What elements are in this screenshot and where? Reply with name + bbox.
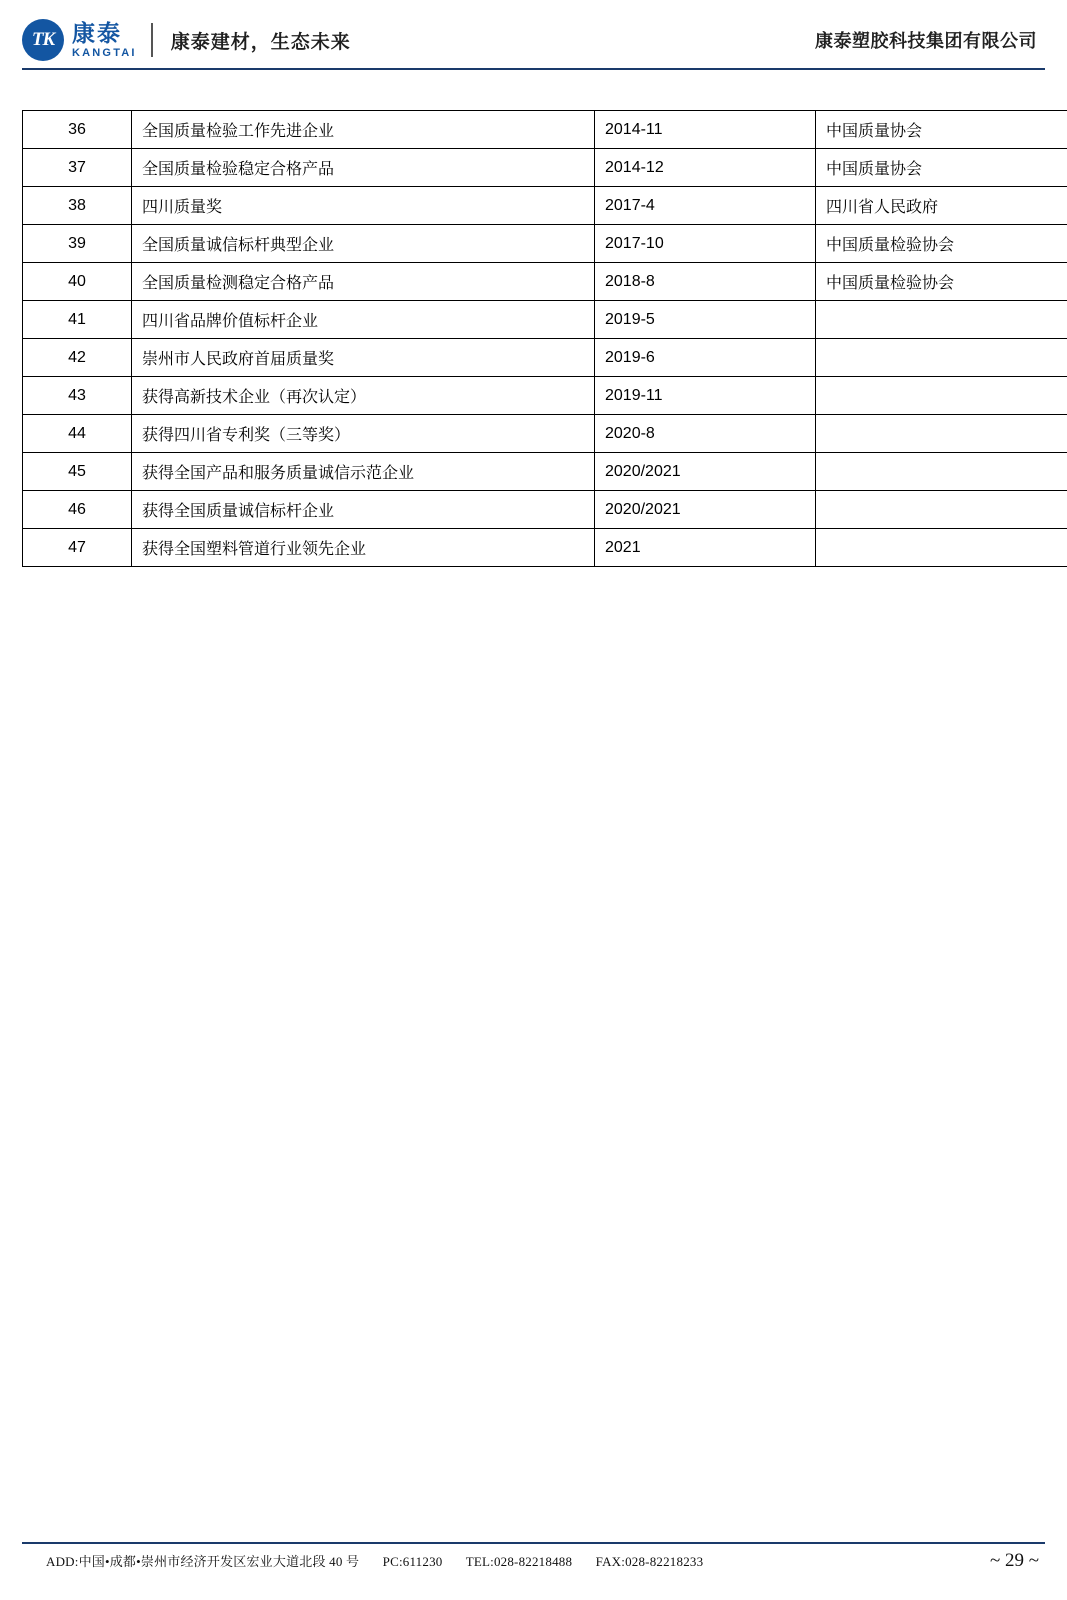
table-row <box>23 415 1067 453</box>
cell-name: 全国质量检测稳定合格产品 <box>132 263 595 301</box>
cell-date: 2019-5 <box>595 301 816 339</box>
header-divider <box>151 23 153 57</box>
cell-no: 44 <box>23 415 132 453</box>
cell-no: 38 <box>23 187 132 225</box>
cell-issuer <box>816 415 1067 453</box>
cell-no: 39 <box>23 225 132 263</box>
cell-issuer: 四川省人民政府 <box>816 187 1067 225</box>
page-header <box>0 0 1067 80</box>
cell-issuer <box>816 339 1067 377</box>
brand-logo-text <box>72 19 137 59</box>
brand-name-cn: 康泰 <box>72 19 122 46</box>
cell-no: 36 <box>23 111 132 149</box>
cell-no: 46 <box>23 491 132 529</box>
cell-name: 全国质量检验工作先进企业 <box>132 111 595 149</box>
cell-no: 45 <box>23 453 132 491</box>
cell-name: 获得全国产品和服务质量诚信示范企业 <box>132 453 595 491</box>
brand-name-en: KANGTAI <box>72 46 137 59</box>
cell-no: 40 <box>23 263 132 301</box>
cell-date: 2019-6 <box>595 339 816 377</box>
awards-table-body <box>23 111 1067 567</box>
cell-issuer <box>816 529 1067 567</box>
cell-date: 2020/2021 <box>595 453 816 491</box>
cell-issuer <box>816 377 1067 415</box>
cell-name: 获得四川省专利奖（三等奖） <box>132 415 595 453</box>
cell-name: 崇州市人民政府首届质量奖 <box>132 339 595 377</box>
footer-contact-info <box>46 1551 723 1570</box>
cell-issuer: 中国质量协会 <box>816 111 1067 149</box>
cell-issuer: 中国质量检验协会 <box>816 263 1067 301</box>
footer-fax: FAX:028-82218233 <box>595 1554 704 1569</box>
awards-table <box>22 110 1067 567</box>
cell-no: 42 <box>23 339 132 377</box>
page-number: ~ 29 ~ <box>989 1550 1039 1571</box>
table-row <box>23 225 1067 263</box>
cell-date: 2014-11 <box>595 111 816 149</box>
cell-no: 37 <box>23 149 132 187</box>
cell-date: 2021 <box>595 529 816 567</box>
table-row <box>23 377 1067 415</box>
table-row <box>23 187 1067 225</box>
cell-no: 47 <box>23 529 132 567</box>
page-footer <box>22 1542 1045 1576</box>
table-row <box>23 263 1067 301</box>
cell-date: 2020/2021 <box>595 491 816 529</box>
footer-tel: TEL:028-82218488 <box>465 1554 573 1569</box>
cell-name: 获得全国质量诚信标杆企业 <box>132 491 595 529</box>
cell-date: 2020-8 <box>595 415 816 453</box>
brand-logo <box>22 19 137 61</box>
header-rule <box>22 68 1045 70</box>
cell-name: 四川质量奖 <box>132 187 595 225</box>
cell-name: 获得全国塑料管道行业领先企业 <box>132 529 595 567</box>
table-row <box>23 491 1067 529</box>
cell-issuer: 中国质量协会 <box>816 149 1067 187</box>
table-row <box>23 149 1067 187</box>
cell-date: 2018-8 <box>595 263 816 301</box>
footer-address: ADD:中国•成都•崇州市经济开发区宏业大道北段 40 号 <box>46 1554 360 1569</box>
cell-issuer <box>816 453 1067 491</box>
kangtai-logo-icon: TK <box>22 19 64 61</box>
footer-postcode: PC:611230 <box>382 1554 443 1569</box>
cell-name: 获得高新技术企业（再次认定） <box>132 377 595 415</box>
cell-date: 2019-11 <box>595 377 816 415</box>
cell-no: 43 <box>23 377 132 415</box>
table-row <box>23 529 1067 567</box>
cell-issuer: 中国质量检验协会 <box>816 225 1067 263</box>
table-row <box>23 339 1067 377</box>
cell-name: 全国质量诚信标杆典型企业 <box>132 225 595 263</box>
cell-issuer <box>816 301 1067 339</box>
cell-date: 2017-10 <box>595 225 816 263</box>
cell-date: 2014-12 <box>595 149 816 187</box>
awards-table-container <box>22 110 1045 567</box>
table-row <box>23 301 1067 339</box>
header-slogan: 康泰建材，生态未来 <box>170 31 351 53</box>
table-row <box>23 111 1067 149</box>
cell-no: 41 <box>23 301 132 339</box>
cell-name: 全国质量检验稳定合格产品 <box>132 149 595 187</box>
cell-issuer <box>816 491 1067 529</box>
footer-row <box>22 1550 1045 1572</box>
header-company-name: 康泰塑胶科技集团有限公司 <box>815 31 1037 51</box>
cell-name: 四川省品牌价值标杆企业 <box>132 301 595 339</box>
footer-rule <box>22 1542 1045 1544</box>
table-row <box>23 453 1067 491</box>
cell-date: 2017-4 <box>595 187 816 225</box>
